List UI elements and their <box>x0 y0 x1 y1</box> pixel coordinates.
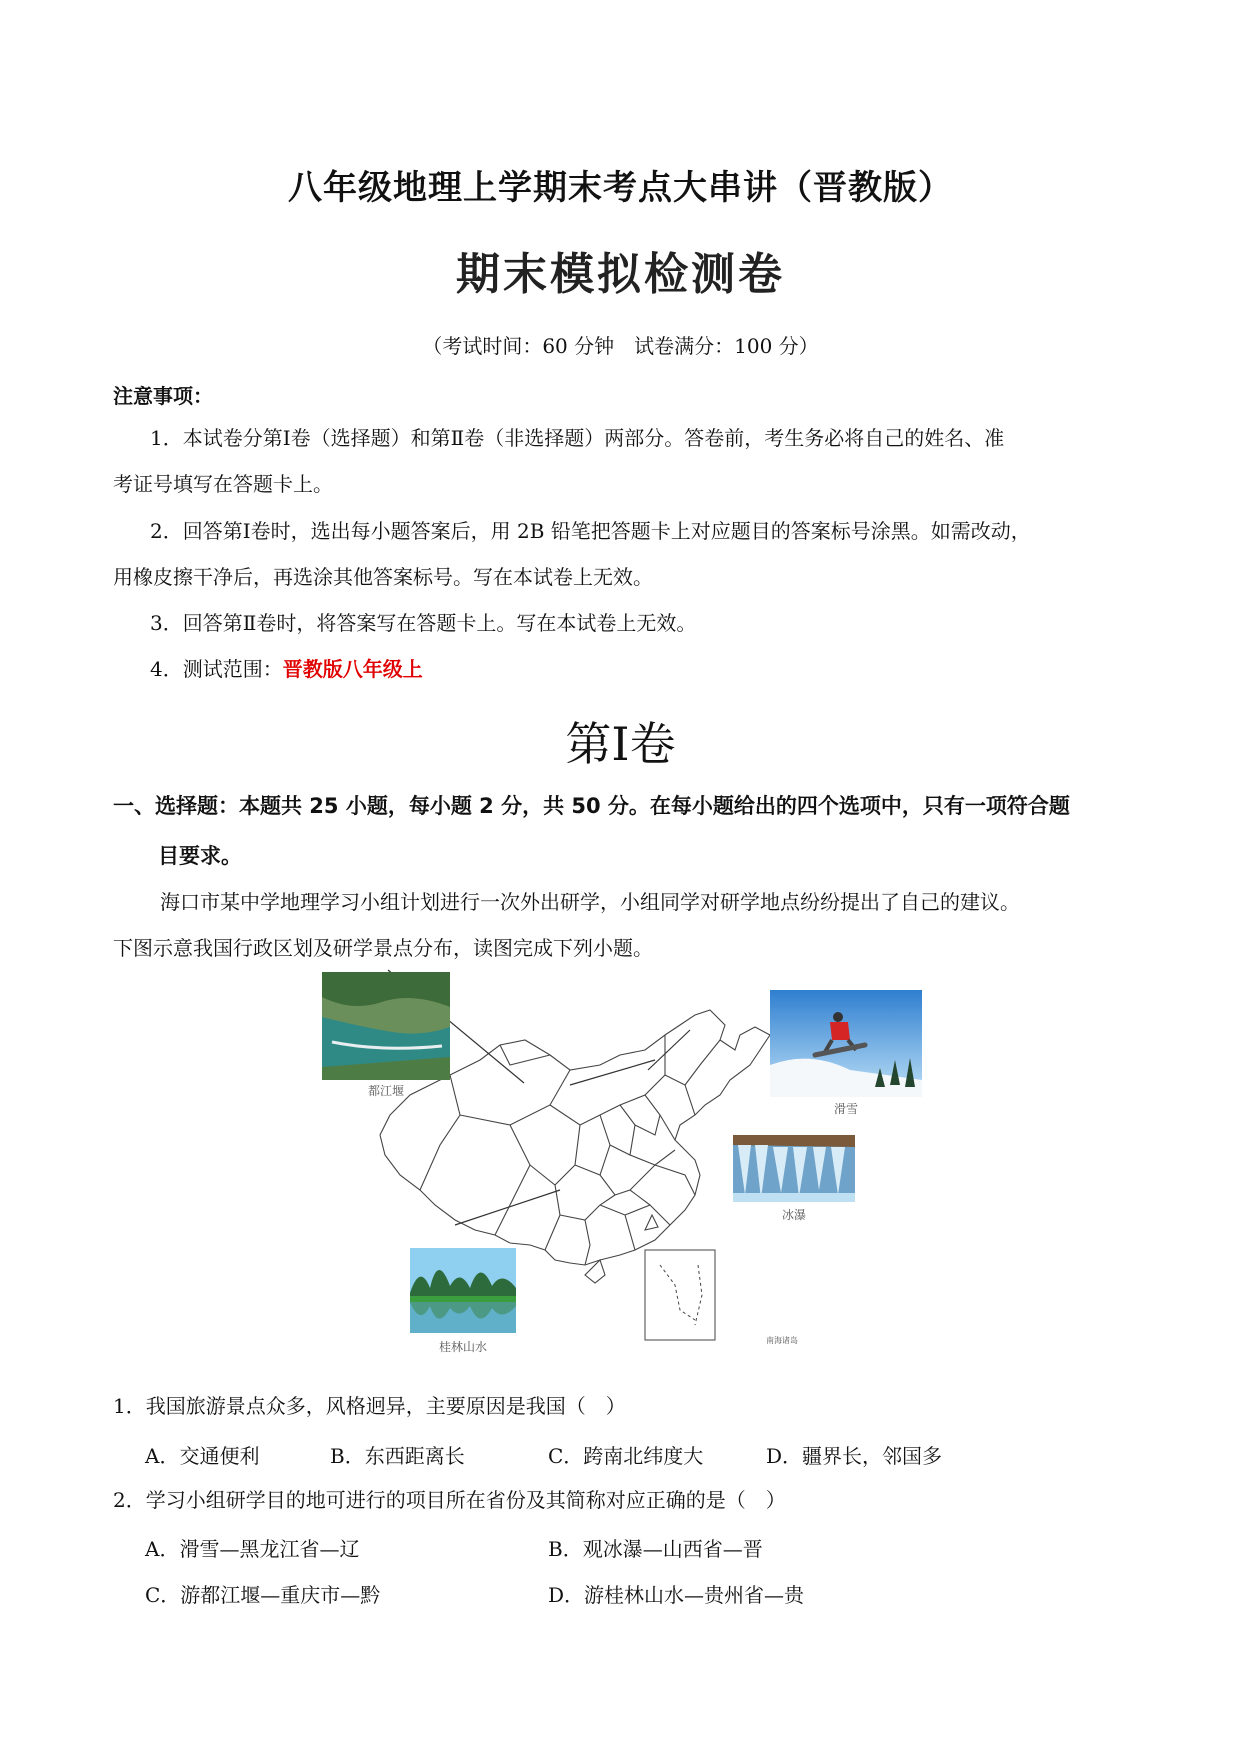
question-2-option-a: A．滑雪—黑龙江省—辽 <box>145 1537 360 1561</box>
question-1-option-b: B．东西距离长 <box>330 1444 465 1468</box>
connector-icefall <box>570 1060 655 1085</box>
question-2-stem: 2．学习小组研学目的地可进行的项目所在省份及其简称对应正确的是（ ） <box>113 1488 786 1512</box>
south-sea-inset-frame <box>645 1250 715 1340</box>
exam-info: （考试时间：60 分钟 试卷满分：100 分） <box>422 334 819 358</box>
question-2-option-c: C．游都江堰—重庆市—黔 <box>145 1583 381 1607</box>
question-1-stem: 1．我国旅游景点众多，风格迥异，主要原因是我国（ ） <box>113 1394 626 1418</box>
skiing-photo <box>770 990 922 1097</box>
notice-item-4-label: 4．测试范围： <box>150 657 283 681</box>
icefall-photo <box>733 1135 855 1202</box>
notice-item-4 <box>150 655 423 683</box>
skiing-caption: 滑雪 <box>833 1102 858 1116</box>
intro-line-2: 下图示意我国行政区划及研学景点分布，读图完成下列小题。 <box>113 936 653 960</box>
question-2-option-d: D．游桂林山水—贵州省—贵 <box>548 1583 805 1607</box>
connector-guilin <box>455 1190 560 1225</box>
section-heading-line-1: 一、选择题：本题共 25 小题，每小题 2 分，共 50 分。在每小题给出的四个选项中，只有一项符合题 <box>113 794 1070 818</box>
guilin-photo <box>410 1248 516 1333</box>
exam-title: 期末模拟检测卷 <box>456 249 785 300</box>
section-heading-line-2: 目要求。 <box>158 844 242 868</box>
connector-skiing <box>648 1030 690 1070</box>
dujiangyan-photo <box>322 972 450 1080</box>
question-1-option-c: C．跨南北纬度大 <box>548 1444 704 1468</box>
notice-item-1-line-1: 1．本试卷分第Ⅰ卷（选择题）和第Ⅱ卷（非选择题）两部分。答卷前，考生务必将自己的姓名、准 <box>150 426 1005 450</box>
intro-line-1: 海口市某中学地理学习小组计划进行一次外出研学，小组同学对研学地点纷纷提出了自己的建议。 <box>160 890 1020 914</box>
notice-item-2-line-2: 用橡皮擦干净后，再选涂其他答案标号。写在本试卷上无效。 <box>113 565 653 589</box>
icefall-caption: 冰瀑 <box>781 1208 806 1222</box>
guilin-caption: 桂林山水 <box>438 1340 487 1354</box>
question-1-option-a: A．交通便利 <box>145 1444 260 1468</box>
test-scope: 晋教版八年级上 <box>282 657 423 681</box>
dujiangyan-caption: 都江堰 <box>367 1084 404 1098</box>
volume-title: 第Ⅰ卷 <box>565 717 676 771</box>
notice-item-3: 3．回答第Ⅱ卷时，将答案写在答题卡上。写在本试卷上无效。 <box>150 611 697 635</box>
question-2-option-b: B．观冰瀑—山西省—晋 <box>548 1537 763 1561</box>
notice-item-1-line-2: 考证号填写在答题卡上。 <box>113 472 333 496</box>
notice-item-2-line-1: 2．回答第Ⅰ卷时，选出每小题答案后，用 2B 铅笔把答题卡上对应题目的答案标号涂黑。如需改动， <box>150 519 1031 543</box>
south-sea-caption: 南海诸岛 <box>766 1336 798 1345</box>
notice-title: 注意事项： <box>113 384 213 408</box>
series-title: 八年级地理上学期末考点大串讲（晋教版） <box>288 168 953 208</box>
question-1-option-d: D．疆界长，邻国多 <box>766 1444 943 1468</box>
